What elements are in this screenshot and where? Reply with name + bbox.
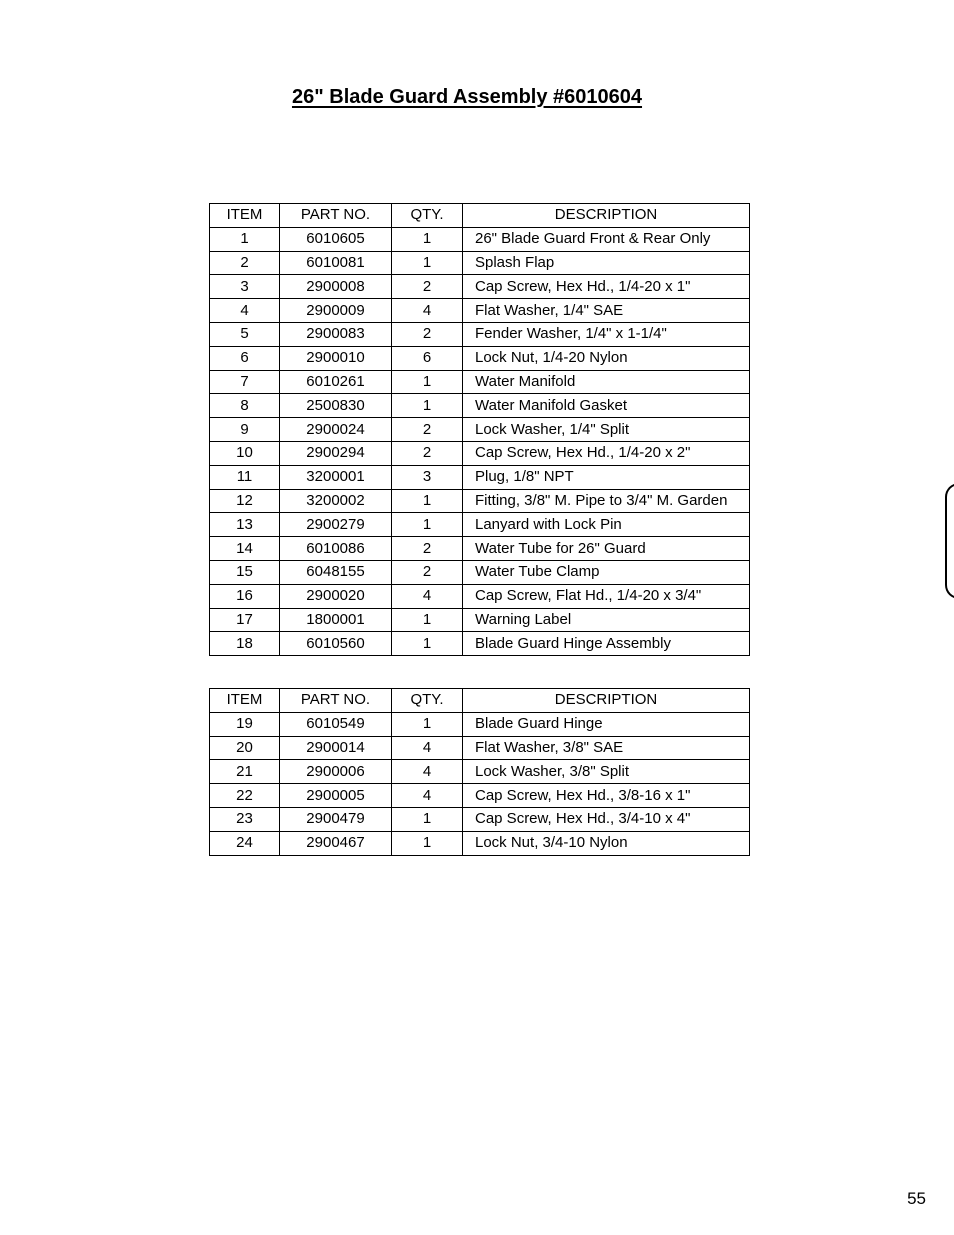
table-row	[210, 251, 750, 275]
page-number: 55	[907, 1189, 926, 1208]
cell-item: 20	[210, 736, 280, 760]
cell-item: 22	[210, 784, 280, 808]
cell-qty: 1	[392, 807, 463, 831]
header-qty: QTY.	[392, 689, 463, 713]
table-row	[210, 465, 750, 489]
cell-description: Water Tube for 26" Guard	[463, 537, 750, 561]
cell-part-no: 2900006	[280, 760, 392, 784]
parts-table-1	[209, 203, 750, 656]
cell-item: 12	[210, 489, 280, 513]
header-description: DESCRIPTION	[463, 204, 750, 228]
cell-part-no: 2900010	[280, 346, 392, 370]
table-row	[210, 784, 750, 808]
cell-description: Cap Screw, Hex Hd., 1/4-20 x 2"	[463, 441, 750, 465]
cell-item: 2	[210, 251, 280, 275]
table-row	[210, 584, 750, 608]
cell-item: 14	[210, 537, 280, 561]
cell-description: Water Tube Clamp	[463, 560, 750, 584]
cell-part-no: 2900020	[280, 584, 392, 608]
page-title: 26" Blade Guard Assembly #6010604	[291, 86, 643, 108]
cell-qty: 1	[392, 712, 463, 736]
table-row	[210, 418, 750, 442]
cell-description: Lock Nut, 1/4-20 Nylon	[463, 346, 750, 370]
cell-part-no: 2900279	[280, 513, 392, 537]
cell-item: 21	[210, 760, 280, 784]
header-part-no: PART NO.	[280, 689, 392, 713]
cell-part-no: 2900014	[280, 736, 392, 760]
cell-description: Lock Washer, 1/4" Split	[463, 418, 750, 442]
cell-description: Fender Washer, 1/4" x 1-1/4"	[463, 322, 750, 346]
cell-qty: 4	[392, 584, 463, 608]
table-row	[210, 299, 750, 323]
table-row	[210, 227, 750, 251]
table-header-row	[210, 689, 750, 713]
cell-description: Flat Washer, 3/8" SAE	[463, 736, 750, 760]
header-part-no: PART NO.	[280, 204, 392, 228]
cell-item: 19	[210, 712, 280, 736]
cell-part-no: 6010560	[280, 632, 392, 656]
cell-description: Cap Screw, Hex Hd., 3/4-10 x 4"	[463, 807, 750, 831]
cell-qty: 1	[392, 632, 463, 656]
cell-item: 13	[210, 513, 280, 537]
table-header-row	[210, 204, 750, 228]
header-item: ITEM	[210, 689, 280, 713]
parts-table-2	[209, 688, 750, 856]
cell-description: Cap Screw, Hex Hd., 3/8-16 x 1"	[463, 784, 750, 808]
table-row	[210, 346, 750, 370]
cell-item: 11	[210, 465, 280, 489]
cell-qty: 4	[392, 736, 463, 760]
cell-part-no: 6010605	[280, 227, 392, 251]
cell-item: 5	[210, 322, 280, 346]
cell-qty: 2	[392, 441, 463, 465]
cell-item: 18	[210, 632, 280, 656]
cell-description: Blade Guard Hinge	[463, 712, 750, 736]
cell-description: Plug, 1/8" NPT	[463, 465, 750, 489]
cell-part-no: 2500830	[280, 394, 392, 418]
table-row	[210, 370, 750, 394]
table-row	[210, 736, 750, 760]
cell-part-no: 2900083	[280, 322, 392, 346]
cell-item: 8	[210, 394, 280, 418]
cell-part-no: 2900479	[280, 807, 392, 831]
cell-item: 6	[210, 346, 280, 370]
cell-description: Water Manifold Gasket	[463, 394, 750, 418]
cell-description: Lanyard with Lock Pin	[463, 513, 750, 537]
cell-qty: 1	[392, 251, 463, 275]
cell-qty: 3	[392, 465, 463, 489]
cell-qty: 2	[392, 275, 463, 299]
cell-part-no: 2900008	[280, 275, 392, 299]
table-row	[210, 560, 750, 584]
cell-qty: 1	[392, 831, 463, 855]
table-row	[210, 322, 750, 346]
table-row	[210, 394, 750, 418]
table-row	[210, 537, 750, 561]
cell-description: Fitting, 3/8" M. Pipe to 3/4" M. Garden	[463, 489, 750, 513]
table-row	[210, 489, 750, 513]
cell-item: 17	[210, 608, 280, 632]
cell-part-no: 6010081	[280, 251, 392, 275]
cell-part-no: 2900024	[280, 418, 392, 442]
cell-part-no: 2900005	[280, 784, 392, 808]
cell-description: Cap Screw, Flat Hd., 1/4-20 x 3/4"	[463, 584, 750, 608]
cell-part-no: 2900294	[280, 441, 392, 465]
header-item: ITEM	[210, 204, 280, 228]
cell-qty: 1	[392, 608, 463, 632]
cell-qty: 6	[392, 346, 463, 370]
cell-description: Splash Flap	[463, 251, 750, 275]
table-row	[210, 441, 750, 465]
cell-part-no: 2900009	[280, 299, 392, 323]
cell-part-no: 1800001	[280, 608, 392, 632]
cell-qty: 4	[392, 784, 463, 808]
cell-qty: 2	[392, 537, 463, 561]
cell-item: 7	[210, 370, 280, 394]
table-row	[210, 807, 750, 831]
header-qty: QTY.	[392, 204, 463, 228]
table-row	[210, 760, 750, 784]
cell-part-no: 6048155	[280, 560, 392, 584]
cell-part-no: 3200002	[280, 489, 392, 513]
cell-item: 23	[210, 807, 280, 831]
cell-part-no: 2900467	[280, 831, 392, 855]
cell-item: 1	[210, 227, 280, 251]
cell-description: Lock Washer, 3/8" Split	[463, 760, 750, 784]
cell-item: 15	[210, 560, 280, 584]
header-description: DESCRIPTION	[463, 689, 750, 713]
cell-qty: 2	[392, 322, 463, 346]
cell-part-no: 6010086	[280, 537, 392, 561]
cell-description: Cap Screw, Hex Hd., 1/4-20 x 1"	[463, 275, 750, 299]
cell-description: 26" Blade Guard Front & Rear Only	[463, 227, 750, 251]
cell-part-no: 3200001	[280, 465, 392, 489]
cell-item: 16	[210, 584, 280, 608]
cell-qty: 1	[392, 370, 463, 394]
cell-qty: 1	[392, 513, 463, 537]
table-row	[210, 513, 750, 537]
cell-item: 24	[210, 831, 280, 855]
cell-item: 3	[210, 275, 280, 299]
cell-item: 4	[210, 299, 280, 323]
cell-qty: 1	[392, 394, 463, 418]
cell-qty: 4	[392, 760, 463, 784]
table-row	[210, 712, 750, 736]
table-row	[210, 831, 750, 855]
cell-description: Blade Guard Hinge Assembly	[463, 632, 750, 656]
cell-description: Flat Washer, 1/4" SAE	[463, 299, 750, 323]
cell-item: 9	[210, 418, 280, 442]
cell-qty: 2	[392, 560, 463, 584]
table-row	[210, 275, 750, 299]
section-tab-edge	[945, 483, 954, 599]
cell-item: 10	[210, 441, 280, 465]
cell-part-no: 6010549	[280, 712, 392, 736]
cell-description: Lock Nut, 3/4-10 Nylon	[463, 831, 750, 855]
cell-qty: 2	[392, 418, 463, 442]
cell-qty: 1	[392, 489, 463, 513]
cell-qty: 4	[392, 299, 463, 323]
cell-qty: 1	[392, 227, 463, 251]
cell-part-no: 6010261	[280, 370, 392, 394]
table-row	[210, 632, 750, 656]
cell-description: Water Manifold	[463, 370, 750, 394]
table-row	[210, 608, 750, 632]
cell-description: Warning Label	[463, 608, 750, 632]
